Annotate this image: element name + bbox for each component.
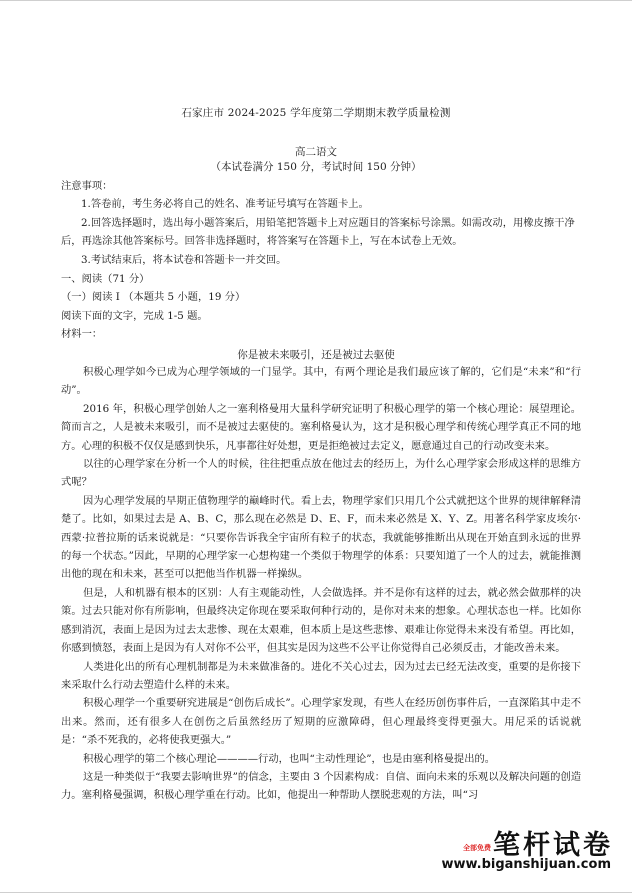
- exam-duration-note: （本试卷满分 150 分，考试时间 150 分钟）: [210, 161, 422, 173]
- notes-section: [61, 177, 581, 269]
- article-paragraph: 积极心理学的第二个核心理论————行动，也叫“主动性理论”，也是由塞利格曼提出的。: [83, 752, 496, 765]
- section-title: 一、阅读（71 分）: [61, 273, 150, 285]
- article-body: [61, 363, 581, 805]
- article-paragraph: 因为心理学发展的早期正值物理学的巅峰时代。看上去，物理学家们只用几个公式就把这个世界的规律解释清楚了。比如，如果过去是 A、B、C，那么现在必然是 D、E、F，而未来必然是 X、Y、Z。用著名科学家皮埃尔·西蒙·拉普拉斯的话来说就是：“只要你告诉我全宇宙所有粒子的状态，我就能够推断出从现在开始直到永远的世界的每一个状态。”因此，早期的心理学家一心想构建一个类似于物理学的体系：只要知道了一个人的过去，就能推测出他的现在和未来，甚至可以把他当作机器一样操纵。: [61, 494, 581, 581]
- note-item: 3.考试结束后，将本试卷和答题卡一并交回。: [81, 253, 287, 266]
- watermark-url: www.biganshijuan.com: [441, 857, 611, 872]
- article-paragraph: 这是一种类似于“我要去影响世界”的信念，主要由 3 个因素构成：自信、面向未来的乐观以及解决问题的创造力。塞利格曼强调，积极心理学重在行动。比如，他提出一种帮助人摆脱悲观的方法，叫“习: [61, 770, 581, 802]
- watermark-brand: 笔杆试卷: [493, 830, 613, 861]
- article-paragraph: 以往的心理学家在分析一个人的时候，往往把重点放在他过去的经历上，为什么心理学家会形成这样的思维方式呢？: [61, 458, 581, 489]
- material-label: 材料一：: [61, 328, 103, 341]
- article-paragraph: 但是，人和机器有根本的区别：人有主观能动性，人会做选择。并不是你有这样的过去，就必然会做那样的决策。过去只能对你有所影响，但最终决定你现在要采取何种行动的，是你对未来的想象。心理状态也一样。比如你感到消沉，表面上是因为过去太悲惨、现在太艰难，但本质上是这些悲惨、艰难让你觉得未来没有希望。再比如，你感到愤怒，表面上是因为有人对你不公平，但其实是因为这些不公平让你觉得自己必须反击，才能改善未来。: [61, 586, 581, 655]
- article-paragraph: 积极心理学一个重要研究进展是“创伤后成长”。心理学家发现，有些人在经历创伤事件后，一直深陷其中走不出来。然而，还有很多人在创伤之后虽然经历了短期的应激障碍，但心理最终变得更强大。用尼采的话说就是：“杀不死我的，必将使我更强大。”: [61, 697, 581, 747]
- note-item: 2.回答选择题时，选出每小题答案后，用铅笔把答题卡上对应题目的答案标号涂黑。如需改动，用橡皮擦干净后，再选涂其他答案标号。回答非选择题时，将答案写在答题卡上，写在本试卷上无效。: [61, 216, 575, 248]
- subject-title: 高二语文: [295, 146, 337, 158]
- article-paragraph: 2016 年，积极心理学创始人之一塞利格曼用大量科学研究证明了积极心理学的第一个核心理论：展望理论。简而言之，人是被未来吸引，而不是被过去驱使的。塞利格曼认为，这才是积极心理学和传统心理学真正不同的地方。心理的积极不仅仅是感到快乐，凡事都往好处想，更是拒绝被过去定义，愿意通过自己的行动改变未来。: [61, 402, 581, 452]
- note-item: 1.答卷前，考生务必将自己的姓名、准考证号填写在答题卡上。: [81, 198, 369, 211]
- reading-section-header: [61, 270, 581, 344]
- notes-heading: 注意事项：: [61, 180, 113, 192]
- watermark-logo: [441, 823, 613, 879]
- article-paragraph: 积极心理学如今已成为心理学领域的一门显学。其中，有两个理论是我们最应该了解的，它们是“未来”和“行动”。: [61, 366, 581, 397]
- subsection-title: （一）阅读 Ⅰ （本题共 5 小题，19 分）: [61, 291, 246, 304]
- reading-instruction: 阅读下面的文字，完成 1-5 题。: [61, 309, 208, 322]
- watermark-badge: 全部免费: [463, 844, 491, 852]
- document-title: 石家庄市 2024-2025 学年度第二学期期末教学质量检测: [181, 107, 451, 119]
- article-title: 你是被未来吸引，还是被过去驱使: [237, 349, 395, 361]
- article-paragraph: 人类进化出的所有心理机制都是为未来做准备的。进化不关心过去，因为过去已经无法改变，重要的是你接下来采取什么行动去塑造什么样的未来。: [61, 660, 581, 691]
